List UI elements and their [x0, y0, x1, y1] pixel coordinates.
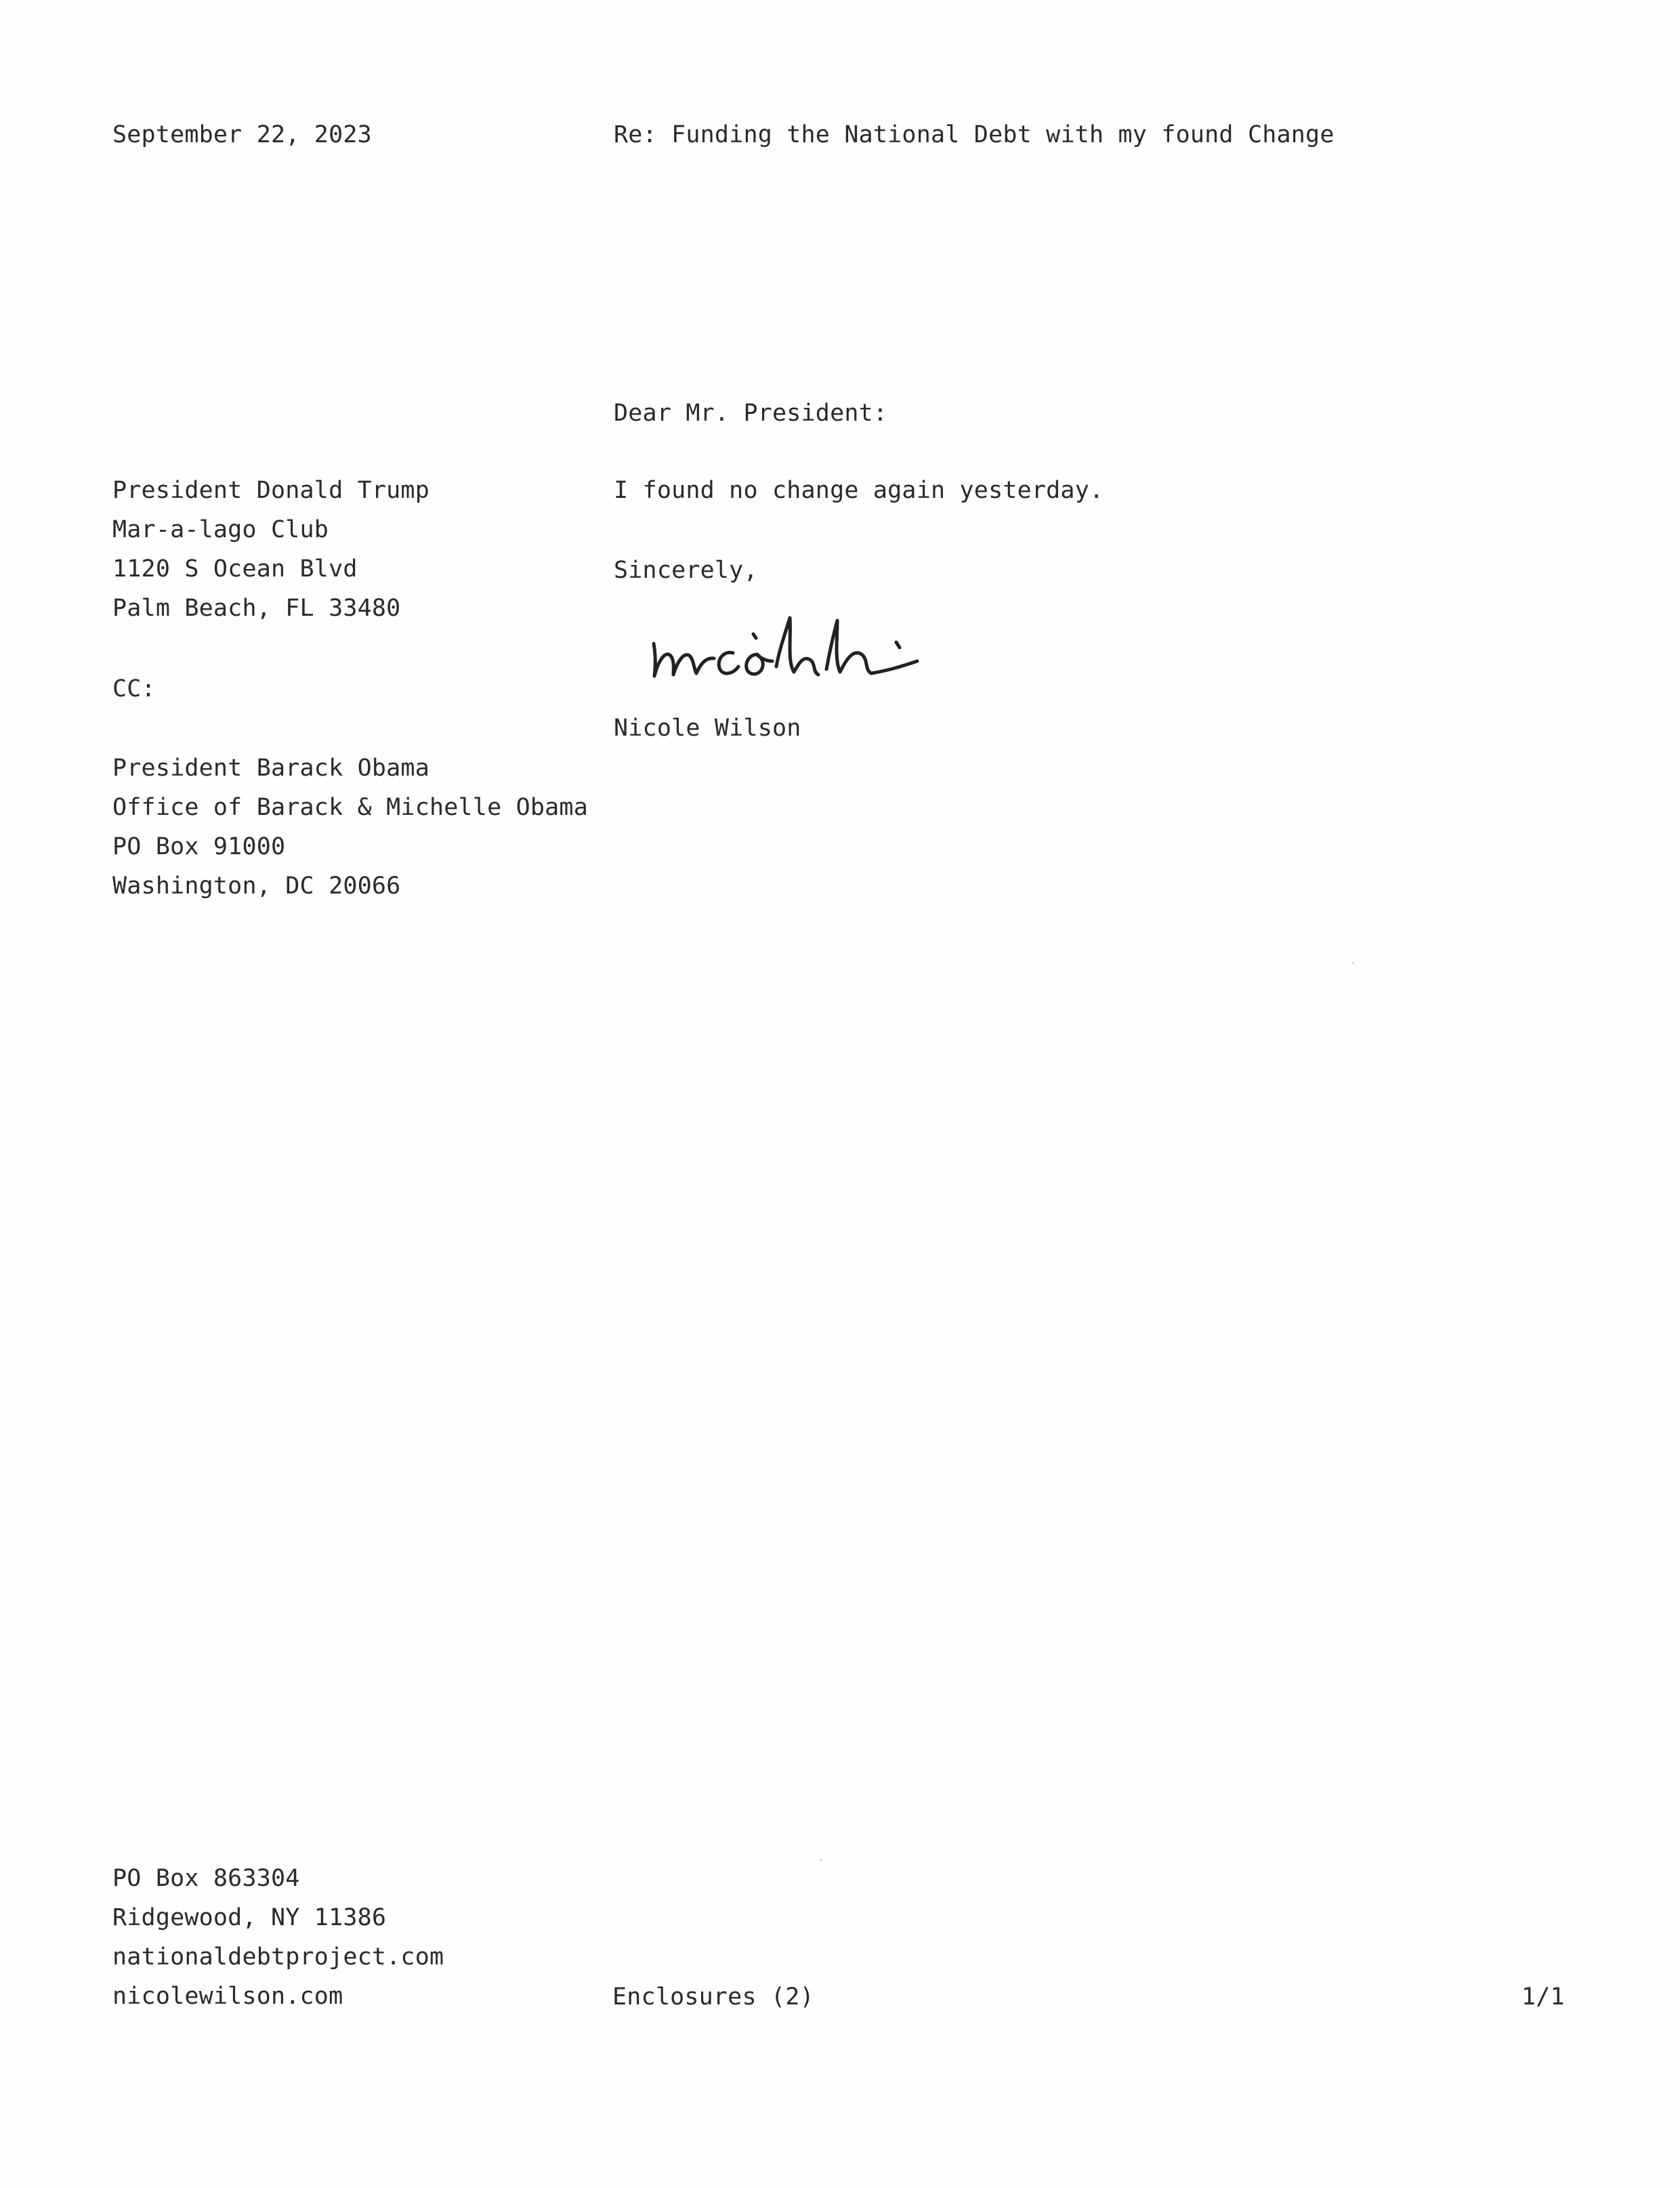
sender-address-line: Ridgewood, NY 11386: [112, 1904, 387, 1931]
salutation: Dear Mr. President:: [614, 400, 888, 427]
cc-address: [112, 749, 588, 906]
sender-address: [112, 1859, 444, 2016]
recipient-address-line: 1120 S Ocean Blvd: [112, 555, 358, 583]
cc-address-line: Office of Barack & Michelle Obama: [112, 794, 588, 821]
sender-address-line: PO Box 863304: [112, 1865, 300, 1892]
recipient-address: [112, 471, 429, 628]
recipient-address-line: Mar-a-lago Club: [112, 516, 329, 543]
scan-speck: [1352, 962, 1354, 964]
letter-body: I found no change again yesterday.: [614, 477, 1104, 504]
cc-address-line: PO Box 91000: [112, 833, 286, 860]
letter-closing: Sincerely,: [614, 557, 758, 584]
scan-speck: [820, 1859, 822, 1861]
recipient-address-line: Palm Beach, FL 33480: [112, 595, 401, 622]
letter-subject: Re: Funding the National Debt with my found Change: [614, 121, 1335, 148]
page-number: 1/1: [1521, 1983, 1565, 2011]
cc-address-line: President Barack Obama: [112, 755, 429, 782]
sender-website: nationaldebtproject.com: [112, 1943, 444, 1971]
sender-website: nicolewilson.com: [112, 1983, 343, 2010]
recipient-address-line: President Donald Trump: [112, 477, 429, 504]
cc-address-line: Washington, DC 20066: [112, 872, 401, 900]
enclosures-note: Enclosures (2): [612, 1983, 814, 2011]
letter-date: September 22, 2023: [112, 121, 372, 148]
handwritten-signature: [644, 596, 928, 698]
signer-name: Nicole Wilson: [614, 715, 801, 742]
cc-label: CC:: [112, 675, 156, 702]
